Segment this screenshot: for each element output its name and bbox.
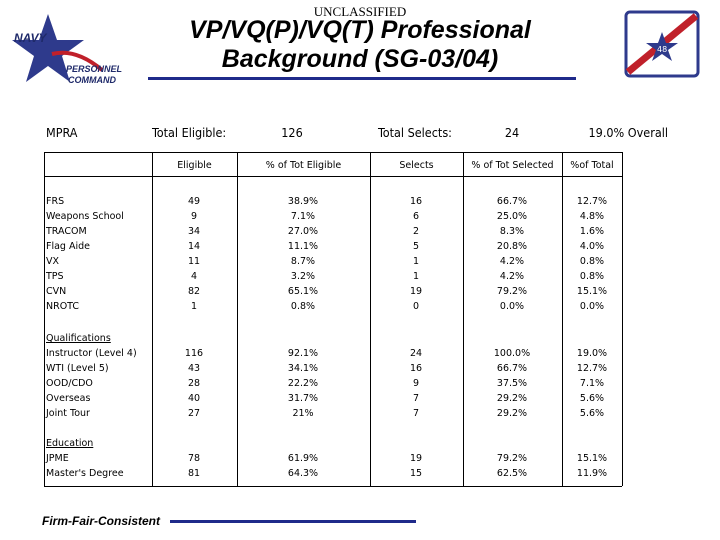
table-cell: 27 [187, 408, 201, 419]
svg-text:48: 48 [657, 45, 668, 54]
column-header-pct-eligible: % of Tot Eligible [265, 160, 342, 171]
table-cell: 34.1% [287, 363, 319, 374]
table-cell: 4.2% [499, 256, 525, 267]
table-cell: 22.2% [287, 378, 319, 389]
table-cell: 15 [409, 468, 423, 479]
column-header-pct-total: %of Total [570, 160, 614, 171]
command-badge-logo [624, 10, 700, 78]
table-cell: 29.2% [496, 393, 528, 404]
table-cell: 40 [187, 393, 201, 404]
table-cell: 78 [187, 453, 201, 464]
total-eligible-label: Total Eligible: [152, 125, 227, 140]
overall-percentage: 19.0% Overall [588, 125, 668, 140]
table-cell: 14 [187, 241, 201, 252]
table-cell: 19.0% [576, 348, 608, 359]
table-cell: 7.1% [579, 378, 605, 389]
navy-personnel-command-logo [6, 10, 136, 90]
total-selects-label: Total Selects: [378, 125, 452, 140]
grid-line [44, 176, 622, 177]
row-label: CVN [46, 286, 67, 297]
row-label: FRS [46, 196, 65, 207]
table-cell: 0.0% [499, 301, 525, 312]
table-cell: 38.9% [287, 196, 319, 207]
table-cell: 43 [187, 363, 201, 374]
page-title: VP/VQ(P)/VQ(T) Professional Background (SG-03/04) [189, 16, 531, 73]
table-cell: 4.2% [499, 271, 525, 282]
table-cell: 5.6% [579, 393, 605, 404]
table-cell: 24 [409, 348, 423, 359]
table-cell: 25.0% [496, 211, 528, 222]
table-cell: 3.2% [290, 271, 316, 282]
table-cell: 11.9% [576, 468, 608, 479]
table-cell: 81 [187, 468, 201, 479]
row-label: Master's Degree [46, 468, 124, 479]
grid-line [44, 152, 622, 153]
table-cell: 29.2% [496, 408, 528, 419]
table-cell: 0.0% [579, 301, 605, 312]
table-cell: 4.0% [579, 241, 605, 252]
table-cell: 2 [412, 226, 420, 237]
grid-line [44, 486, 622, 487]
table-cell: 66.7% [496, 363, 528, 374]
table-cell: 1.6% [579, 226, 605, 237]
svg-text:PERSONNEL: PERSONNEL [66, 64, 123, 74]
table-cell: 11 [187, 256, 201, 267]
table-cell: 61.9% [287, 453, 319, 464]
table-cell: 1 [412, 271, 420, 282]
footer-underline [170, 520, 416, 523]
svg-text:NAVY: NAVY [14, 31, 47, 45]
grid-line [370, 152, 371, 486]
table-cell: 28 [187, 378, 201, 389]
table-cell: 31.7% [287, 393, 319, 404]
total-eligible-value: 126 [281, 125, 303, 140]
row-label: Joint Tour [46, 408, 90, 419]
table-cell: 6 [412, 211, 420, 222]
row-label: Overseas [46, 393, 91, 404]
table-cell: 92.1% [287, 348, 319, 359]
table-cell: 0.8% [290, 301, 316, 312]
category-label: MPRA [46, 125, 78, 140]
table-cell: 34 [187, 226, 201, 237]
classification-banner: UNCLASSIFIED [313, 4, 407, 19]
table-cell: 66.7% [496, 196, 528, 207]
table-cell: 62.5% [496, 468, 528, 479]
svg-text:COMMAND: COMMAND [68, 75, 116, 85]
table-cell: 12.7% [576, 363, 608, 374]
table-cell: 116 [184, 348, 204, 359]
title-underline [148, 77, 576, 80]
table-cell: 8.7% [290, 256, 316, 267]
table-cell: 20.8% [496, 241, 528, 252]
table-cell: 21% [292, 408, 314, 419]
table-cell: 1 [190, 301, 198, 312]
section-heading: Education [46, 438, 94, 449]
table-cell: 65.1% [287, 286, 319, 297]
section-heading: Qualifications [46, 333, 111, 344]
table-cell: 11.1% [287, 241, 319, 252]
table-cell: 19 [409, 453, 423, 464]
table-cell: 8.3% [499, 226, 525, 237]
table-cell: 37.5% [496, 378, 528, 389]
table-cell: 100.0% [493, 348, 531, 359]
table-cell: 82 [187, 286, 201, 297]
row-label: TRACOM [46, 226, 87, 237]
grid-line [463, 152, 464, 486]
column-header-pct-selected: % of Tot Selected [471, 160, 554, 171]
footer-motto: Firm-Fair-Consistent [42, 514, 161, 528]
table-cell: 64.3% [287, 468, 319, 479]
table-cell: 9 [412, 378, 420, 389]
row-label: WTI (Level 5) [46, 363, 109, 374]
table-cell: 7.1% [290, 211, 316, 222]
table-cell: 49 [187, 196, 201, 207]
table-cell: 1 [412, 256, 420, 267]
row-label: Weapons School [46, 211, 124, 222]
table-cell: 19 [409, 286, 423, 297]
table-cell: 12.7% [576, 196, 608, 207]
column-header-selects: Selects [399, 160, 434, 171]
table-cell: 79.2% [496, 286, 528, 297]
row-label: JPME [46, 453, 69, 464]
table-cell: 0.8% [579, 271, 605, 282]
row-label: Flag Aide [46, 241, 90, 252]
table-cell: 0 [412, 301, 420, 312]
row-label: VX [46, 256, 60, 267]
table-cell: 79.2% [496, 453, 528, 464]
row-label: TPS [46, 271, 64, 282]
grid-line [152, 152, 153, 486]
table-cell: 15.1% [576, 453, 608, 464]
table-cell: 0.8% [579, 256, 605, 267]
table-cell: 7 [412, 393, 420, 404]
row-label: Instructor (Level 4) [46, 348, 137, 359]
row-label: OOD/CDO [46, 378, 93, 389]
table-cell: 5 [412, 241, 420, 252]
grid-line [237, 152, 238, 486]
column-header-eligible: Eligible [177, 160, 212, 171]
table-cell: 9 [190, 211, 198, 222]
row-label: NROTC [46, 301, 80, 312]
table-cell: 16 [409, 196, 423, 207]
grid-line [44, 152, 45, 486]
table-cell: 5.6% [579, 408, 605, 419]
table-cell: 15.1% [576, 286, 608, 297]
table-cell: 4 [190, 271, 198, 282]
table-cell: 4.8% [579, 211, 605, 222]
table-cell: 7 [412, 408, 420, 419]
table-cell: 16 [409, 363, 423, 374]
total-selects-value: 24 [504, 125, 520, 140]
table-cell: 27.0% [287, 226, 319, 237]
